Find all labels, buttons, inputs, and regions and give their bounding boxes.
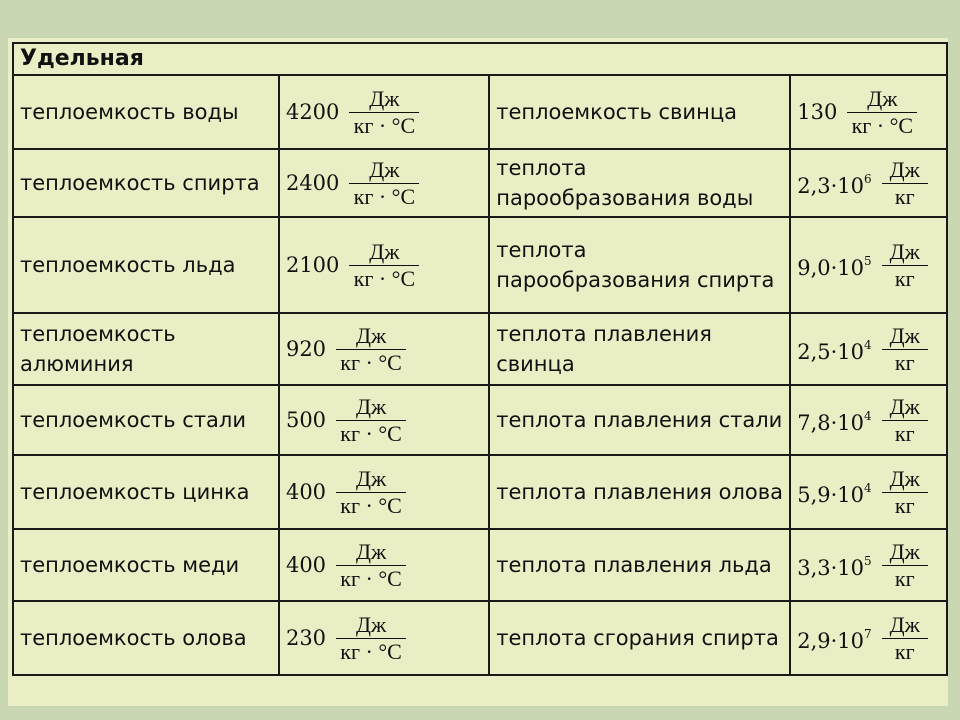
unit-denominator: кг · °С (353, 112, 416, 138)
table-row (13, 313, 947, 385)
value-group (797, 394, 940, 447)
table-row (13, 601, 947, 675)
unit-fraction (336, 323, 406, 376)
heat-capacity-value (279, 149, 489, 217)
unit-numerator: Дж (889, 238, 920, 264)
right-property-label: теплота плавления льда (489, 529, 790, 601)
heat-capacity-value (279, 385, 489, 455)
table-row (13, 75, 947, 149)
value-mantissa: 2,3·10 (797, 173, 865, 198)
right-property-value (790, 149, 947, 217)
unit-fraction (349, 157, 419, 210)
value-number: 400 (285, 553, 327, 577)
unit-fraction (882, 394, 928, 447)
right-property-label: теплота парообразования спирта (489, 217, 790, 313)
unit-denominator: кг (894, 638, 915, 664)
heat-capacity-label: теплоемкость спирта (13, 149, 279, 217)
unit-denominator: кг (894, 492, 915, 518)
unit-denominator: кг · °С (340, 420, 402, 446)
unit-fraction (336, 612, 406, 665)
unit-fraction (882, 466, 928, 519)
unit-denominator: кг · °С (353, 265, 416, 291)
unit-denominator: кг (894, 420, 915, 446)
table-row (13, 217, 947, 313)
value-mantissa: 3,3·10 (797, 555, 865, 580)
heat-capacity-value (279, 529, 489, 601)
unit-numerator: Дж (889, 465, 920, 491)
unit-denominator: кг · °С (353, 183, 416, 209)
value-group (797, 239, 940, 292)
value-mantissa: 7,8·10 (797, 410, 865, 435)
heat-capacity-value (279, 217, 489, 313)
value-group (286, 157, 482, 210)
value-exponent: 4 (864, 480, 872, 495)
unit-fraction (882, 612, 928, 665)
heat-capacity-label: теплоемкость меди (13, 529, 279, 601)
heat-capacity-value (279, 455, 489, 529)
unit-numerator: Дж (355, 538, 387, 564)
unit-denominator: кг · °С (340, 638, 402, 664)
unit-numerator: Дж (867, 85, 898, 111)
table-title: Удельная (13, 43, 947, 75)
heat-capacity-label: теплоемкость льда (13, 217, 279, 313)
value-number: 4200 (285, 100, 340, 124)
unit-numerator: Дж (369, 238, 400, 264)
heat-capacity-value (279, 313, 489, 385)
heat-capacity-value (279, 601, 489, 675)
value-number: 920 (285, 337, 327, 361)
unit-numerator: Дж (355, 393, 387, 419)
value-group (286, 612, 482, 665)
right-property-label: теплота парообразования воды (489, 149, 790, 217)
value-mantissa: 2,5·10 (797, 339, 865, 364)
unit-fraction (882, 539, 928, 592)
right-property-value (790, 75, 947, 149)
value-number: 2100 (285, 253, 340, 277)
unit-denominator: кг (894, 349, 915, 375)
right-property-value (790, 217, 947, 313)
value-group (797, 539, 940, 592)
heat-capacity-label: теплоемкость воды (13, 75, 279, 149)
right-property-value (790, 601, 947, 675)
unit-fraction (336, 539, 406, 592)
value-exponent: 7 (864, 626, 872, 641)
value-number: 130 (797, 100, 838, 124)
right-property-value (790, 455, 947, 529)
unit-denominator: кг (894, 565, 915, 591)
value-number: 230 (285, 626, 327, 650)
unit-denominator: кг · °С (340, 492, 402, 518)
unit-fraction (349, 86, 419, 139)
unit-fraction (349, 239, 419, 292)
unit-denominator: кг · °С (851, 112, 914, 138)
heat-capacity-value (279, 75, 489, 149)
right-property-label: теплота плавления свинца (489, 313, 790, 385)
table-row (13, 385, 947, 455)
right-property-label: теплоемкость свинца (489, 75, 790, 149)
value-group (797, 86, 940, 139)
value-number (797, 332, 871, 367)
value-group (797, 612, 940, 665)
right-property-value (790, 529, 947, 601)
right-property-label: теплота плавления стали (489, 385, 790, 455)
table-row (13, 149, 947, 217)
unit-fraction (336, 394, 406, 447)
unit-denominator: кг · °С (340, 565, 402, 591)
right-property-value (790, 313, 947, 385)
value-mantissa: 9,0·10 (797, 255, 865, 280)
value-number (797, 248, 871, 283)
value-number: 2400 (285, 171, 340, 195)
unit-numerator: Дж (889, 322, 920, 348)
right-property-value (790, 385, 947, 455)
unit-numerator: Дж (889, 538, 920, 564)
unit-fraction (336, 466, 406, 519)
value-number: 400 (285, 480, 327, 504)
value-group (286, 466, 482, 519)
unit-denominator: кг · °С (340, 349, 402, 375)
unit-numerator: Дж (369, 85, 400, 111)
value-number (797, 166, 871, 201)
value-number (797, 621, 871, 656)
right-property-label: теплота сгорания спирта (489, 601, 790, 675)
value-group (286, 86, 482, 139)
value-group (286, 394, 482, 447)
value-number: 500 (285, 408, 327, 432)
value-group (286, 539, 482, 592)
unit-numerator: Дж (355, 611, 387, 637)
value-exponent: 4 (864, 337, 872, 352)
value-number (797, 548, 871, 583)
value-exponent: 6 (864, 171, 872, 186)
unit-numerator: Дж (355, 322, 387, 348)
unit-numerator: Дж (355, 465, 387, 491)
table-header-row (13, 43, 947, 75)
unit-numerator: Дж (889, 393, 920, 419)
heat-capacity-label: теплоемкость цинка (13, 455, 279, 529)
value-exponent: 5 (864, 253, 872, 268)
unit-fraction (882, 323, 928, 376)
value-group (286, 239, 482, 292)
value-exponent: 4 (864, 408, 872, 423)
value-group (797, 157, 940, 210)
value-mantissa: 2,9·10 (797, 628, 865, 653)
value-number (797, 403, 871, 438)
unit-numerator: Дж (889, 156, 920, 182)
unit-fraction (882, 157, 928, 210)
unit-fraction (882, 239, 928, 292)
unit-denominator: кг (894, 183, 915, 209)
unit-denominator: кг (894, 265, 915, 291)
heat-capacity-label: теплоемкость олова (13, 601, 279, 675)
heat-capacity-label: теплоемкость стали (13, 385, 279, 455)
value-number (797, 475, 871, 510)
unit-numerator: Дж (889, 611, 920, 637)
unit-numerator: Дж (369, 156, 400, 182)
table-row (13, 529, 947, 601)
value-group (286, 323, 482, 376)
specific-properties-table (12, 42, 948, 676)
table-row (13, 455, 947, 529)
value-group (797, 323, 940, 376)
value-group (797, 466, 940, 519)
unit-fraction (847, 86, 917, 139)
right-property-label: теплота плавления олова (489, 455, 790, 529)
value-mantissa: 5,9·10 (797, 482, 865, 507)
value-exponent: 5 (864, 553, 872, 568)
heat-capacity-label: теплоемкость алюминия (13, 313, 279, 385)
